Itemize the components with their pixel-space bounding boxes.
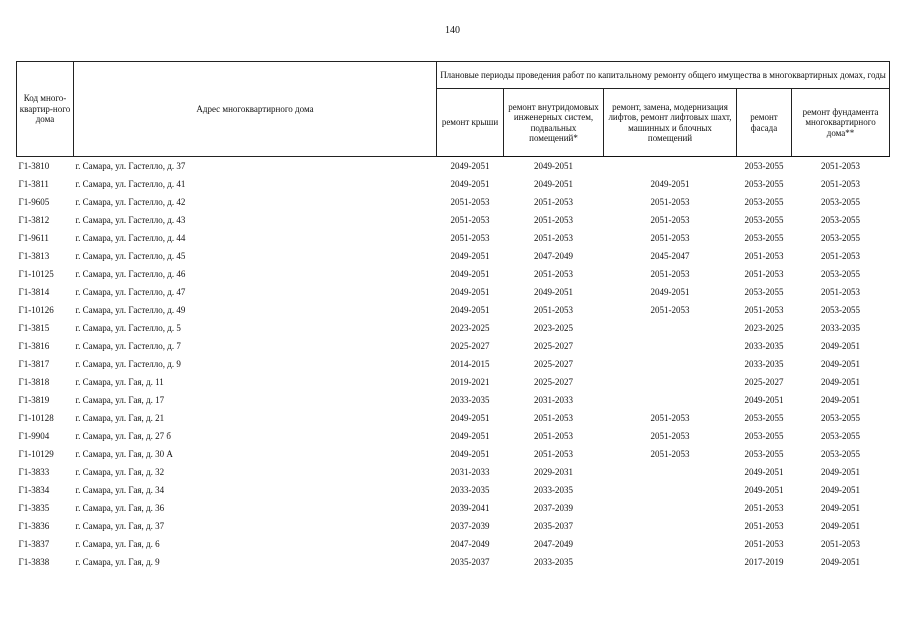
cell-foundation: 2053-2055: [821, 196, 861, 207]
cell-elevator: 2051-2053: [650, 268, 690, 279]
table-row: [17, 445, 890, 463]
cell-code: Г1-3813: [18, 250, 50, 261]
cell-foundation: 2033-2035: [821, 322, 861, 333]
header-foundation: ремонт фундамента многоквартирного дома**: [792, 89, 890, 157]
cell-code: Г1-10129: [18, 448, 54, 459]
cell-roof: 2049-2051: [450, 286, 490, 297]
cell-foundation: 2053-2055: [821, 412, 861, 423]
cell-engineering: 2051-2053: [534, 448, 573, 459]
cell-facade: 2033-2035: [744, 358, 784, 369]
table-row: [17, 481, 890, 499]
cell-roof: 2049-2051: [450, 430, 490, 441]
table-body: [17, 157, 890, 572]
cell-elevator: [604, 355, 737, 373]
cell-elevator: 2051-2053: [650, 412, 690, 423]
cell-facade: 2023-2025: [744, 322, 784, 333]
cell-foundation: 2053-2055: [821, 214, 861, 225]
cell-elevator: 2051-2053: [650, 304, 690, 315]
cell-roof: 2023-2025: [450, 322, 490, 333]
cell-elevator: [604, 463, 737, 481]
table-row: [17, 517, 890, 535]
cell-elevator: 2051-2053: [650, 232, 690, 243]
cell-code: Г1-3812: [18, 214, 50, 225]
cell-foundation: 2053-2055: [821, 232, 861, 243]
cell-roof: 2019-2021: [450, 376, 490, 387]
cell-address: г. Самара, ул. Гастелло, д. 49: [75, 304, 186, 315]
cell-roof: 2025-2027: [450, 340, 490, 351]
page-number: 140: [445, 25, 460, 36]
cell-facade: 2051-2053: [744, 268, 784, 279]
cell-engineering: 2023-2025: [534, 322, 573, 333]
cell-elevator: [604, 319, 737, 337]
cell-elevator: 2049-2051: [650, 286, 690, 297]
table-row: [17, 373, 890, 391]
cell-address: г. Самара, ул. Гая, д. 11: [75, 376, 164, 387]
cell-facade: 2053-2055: [744, 232, 784, 243]
cell-code: Г1-3817: [18, 358, 50, 369]
cell-engineering: 2035-2037: [534, 520, 573, 531]
table-row: [17, 193, 890, 211]
header-address: Адрес многоквартирного дома: [74, 62, 437, 157]
cell-roof: 2039-2041: [450, 502, 490, 513]
cell-foundation: 2049-2051: [821, 520, 861, 531]
cell-facade: 2053-2055: [744, 196, 784, 207]
cell-roof: 2037-2039: [450, 520, 490, 531]
cell-foundation: 2049-2051: [821, 340, 861, 351]
cell-address: г. Самара, ул. Гастелло, д. 45: [75, 250, 186, 261]
cell-roof: 2051-2053: [450, 232, 490, 243]
cell-code: Г1-3811: [18, 178, 49, 189]
cell-foundation: 2053-2055: [821, 430, 861, 441]
cell-roof: 2033-2035: [450, 484, 490, 495]
table-row: [17, 319, 890, 337]
cell-address: г. Самара, ул. Гая, д. 21: [75, 412, 165, 423]
cell-foundation: 2049-2051: [821, 376, 861, 387]
cell-code: Г1-3818: [18, 376, 50, 387]
table-header: [17, 62, 890, 157]
cell-engineering: 2051-2053: [534, 304, 573, 315]
cell-address: г. Самара, ул. Гая, д. 6: [75, 538, 160, 549]
cell-address: г. Самара, ул. Гая, д. 37: [75, 520, 165, 531]
cell-elevator: 2051-2053: [650, 196, 690, 207]
cell-code: Г1-10125: [18, 268, 54, 279]
cell-foundation: 2051-2053: [821, 538, 861, 549]
cell-code: Г1-9611: [18, 232, 49, 243]
cell-facade: 2051-2053: [744, 520, 784, 531]
cell-engineering: 2051-2053: [534, 196, 573, 207]
cell-foundation: 2049-2051: [821, 502, 861, 513]
cell-address: г. Самара, ул. Гастелло, д. 7: [75, 340, 181, 351]
cell-engineering: 2051-2053: [534, 430, 573, 441]
cell-engineering: 2049-2051: [534, 178, 573, 189]
cell-facade: 2053-2055: [744, 448, 784, 459]
cell-engineering: 2051-2053: [534, 232, 573, 243]
cell-facade: 2017-2019: [744, 556, 784, 567]
capital-repair-schedule-table: [16, 61, 890, 571]
cell-address: г. Самара, ул. Гастелло, д. 37: [75, 160, 186, 171]
cell-address: г. Самара, ул. Гая, д. 36: [75, 502, 165, 513]
cell-elevator: 2051-2053: [650, 430, 690, 441]
cell-address: г. Самара, ул. Гая, д. 17: [75, 394, 165, 405]
cell-code: Г1-3814: [18, 286, 50, 297]
cell-code: Г1-9605: [18, 196, 50, 207]
cell-code: Г1-3836: [18, 520, 50, 531]
cell-foundation: 2053-2055: [821, 304, 861, 315]
cell-code: Г1-3838: [18, 556, 50, 567]
cell-roof: 2049-2051: [450, 160, 490, 171]
cell-foundation: 2053-2055: [821, 448, 861, 459]
cell-facade: 2033-2035: [744, 340, 784, 351]
cell-code: Г1-3816: [18, 340, 50, 351]
table-row: [17, 301, 890, 319]
cell-elevator: [604, 337, 737, 355]
cell-facade: 2049-2051: [744, 484, 784, 495]
cell-engineering: 2037-2039: [534, 502, 573, 513]
cell-address: г. Самара, ул. Гастелло, д. 9: [75, 358, 181, 369]
cell-foundation: 2049-2051: [821, 466, 861, 477]
cell-address: г. Самара, ул. Гастелло, д. 47: [75, 286, 186, 297]
cell-code: Г1-3819: [18, 394, 50, 405]
cell-address: г. Самара, ул. Гая, д. 30 А: [75, 448, 173, 459]
cell-foundation: 2051-2053: [821, 178, 861, 189]
cell-engineering: 2025-2027: [534, 376, 573, 387]
cell-facade: 2049-2051: [744, 466, 784, 477]
cell-engineering: 2025-2027: [534, 358, 573, 369]
cell-code: Г1-3834: [18, 484, 50, 495]
table-row: [17, 535, 890, 553]
cell-roof: 2035-2037: [450, 556, 490, 567]
cell-code: Г1-3835: [18, 502, 50, 513]
cell-code: Г1-3837: [18, 538, 50, 549]
cell-facade: 2053-2055: [744, 178, 784, 189]
table-row: [17, 265, 890, 283]
cell-engineering: 2051-2053: [534, 214, 573, 225]
cell-elevator: [604, 481, 737, 499]
cell-facade: 2051-2053: [744, 502, 784, 513]
cell-roof: 2014-2015: [450, 358, 490, 369]
cell-engineering: 2049-2051: [534, 160, 573, 171]
cell-facade: 2053-2055: [744, 160, 784, 171]
cell-elevator: 2045-2047: [650, 250, 690, 261]
cell-roof: 2049-2051: [450, 178, 490, 189]
cell-address: г. Самара, ул. Гастелло, д. 43: [75, 214, 186, 225]
cell-roof: 2049-2051: [450, 304, 490, 315]
cell-elevator: 2051-2053: [650, 448, 690, 459]
cell-facade: 2049-2051: [744, 394, 784, 405]
cell-engineering: 2051-2053: [534, 268, 573, 279]
cell-engineering: 2033-2035: [534, 484, 573, 495]
cell-address: г. Самара, ул. Гая, д. 34: [75, 484, 165, 495]
table-row: [17, 463, 890, 481]
header-code: Код много-квартир-ного дома: [17, 62, 74, 157]
cell-facade: 2053-2055: [744, 430, 784, 441]
header-engineering: ремонт внутридомовых инженерных систем, подвальных помещений*: [504, 89, 604, 157]
cell-engineering: 2033-2035: [534, 556, 573, 567]
cell-address: г. Самара, ул. Гастелло, д. 42: [75, 196, 186, 207]
cell-foundation: 2049-2051: [821, 556, 861, 567]
cell-address: г. Самара, ул. Гастелло, д. 5: [75, 322, 181, 333]
table-row: [17, 427, 890, 445]
cell-facade: 2025-2027: [744, 376, 784, 387]
table-row: [17, 355, 890, 373]
cell-foundation: 2049-2051: [821, 358, 861, 369]
table-row: [17, 229, 890, 247]
cell-facade: 2051-2053: [744, 250, 784, 261]
cell-roof: 2049-2051: [450, 250, 490, 261]
header-roof: ремонт крыши: [437, 89, 504, 157]
cell-engineering: 2025-2027: [534, 340, 573, 351]
cell-facade: 2051-2053: [744, 304, 784, 315]
cell-roof: 2049-2051: [450, 412, 490, 423]
cell-roof: 2047-2049: [450, 538, 490, 549]
header-elevator: ремонт, замена, модернизация лифтов, ремонт лифтовых шахт, машинных и блочных помещений: [604, 89, 737, 157]
cell-code: Г1-3810: [18, 160, 50, 171]
cell-elevator: [604, 391, 737, 409]
cell-roof: 2051-2053: [450, 196, 490, 207]
table-row: [17, 211, 890, 229]
cell-address: г. Самара, ул. Гая, д. 32: [75, 466, 165, 477]
table-row: [17, 247, 890, 265]
cell-facade: 2053-2055: [744, 214, 784, 225]
cell-engineering: 2029-2031: [534, 466, 573, 477]
table-row: [17, 553, 890, 571]
cell-code: Г1-3815: [18, 322, 50, 333]
cell-elevator: [604, 157, 737, 176]
cell-foundation: 2051-2053: [821, 250, 861, 261]
cell-foundation: 2051-2053: [821, 160, 861, 171]
table-row: [17, 391, 890, 409]
cell-elevator: [604, 499, 737, 517]
cell-engineering: 2047-2049: [534, 538, 573, 549]
cell-roof: 2051-2053: [450, 214, 490, 225]
cell-foundation: 2049-2051: [821, 484, 861, 495]
table-row: [17, 283, 890, 301]
cell-facade: 2053-2055: [744, 412, 784, 423]
cell-address: г. Самара, ул. Гая, д. 27 б: [75, 430, 171, 441]
cell-elevator: [604, 517, 737, 535]
cell-roof: 2031-2033: [450, 466, 490, 477]
cell-facade: 2053-2055: [744, 286, 784, 297]
cell-engineering: 2047-2049: [534, 250, 573, 261]
table-row: [17, 175, 890, 193]
cell-foundation: 2051-2053: [821, 286, 861, 297]
table-row: [17, 499, 890, 517]
cell-elevator: [604, 535, 737, 553]
cell-address: г. Самара, ул. Гастелло, д. 44: [75, 232, 186, 243]
cell-facade: 2051-2053: [744, 538, 784, 549]
cell-foundation: 2049-2051: [821, 394, 861, 405]
cell-elevator: 2051-2053: [650, 214, 690, 225]
cell-code: Г1-10128: [18, 412, 54, 423]
table-row: [17, 409, 890, 427]
cell-address: г. Самара, ул. Гастелло, д. 46: [75, 268, 186, 279]
cell-address: г. Самара, ул. Гая, д. 9: [75, 556, 160, 567]
cell-code: Г1-3833: [18, 466, 50, 477]
cell-elevator: [604, 553, 737, 571]
cell-engineering: 2031-2033: [534, 394, 573, 405]
cell-code: Г1-10126: [18, 304, 54, 315]
header-periods-group: Плановые периоды проведения работ по капитальному ремонту общего имущества в многоквартирных домах, годы: [437, 62, 890, 89]
cell-engineering: 2049-2051: [534, 286, 573, 297]
table-row: [17, 157, 890, 176]
cell-engineering: 2051-2053: [534, 412, 573, 423]
cell-elevator: [604, 373, 737, 391]
cell-address: г. Самара, ул. Гастелло, д. 41: [75, 178, 186, 189]
cell-code: Г1-9904: [18, 430, 50, 441]
cell-roof: 2049-2051: [450, 448, 490, 459]
cell-elevator: 2049-2051: [650, 178, 690, 189]
cell-roof: 2033-2035: [450, 394, 490, 405]
cell-foundation: 2053-2055: [821, 268, 861, 279]
table-row: [17, 337, 890, 355]
header-facade: ремонт фасада: [737, 89, 792, 157]
cell-roof: 2049-2051: [450, 268, 490, 279]
